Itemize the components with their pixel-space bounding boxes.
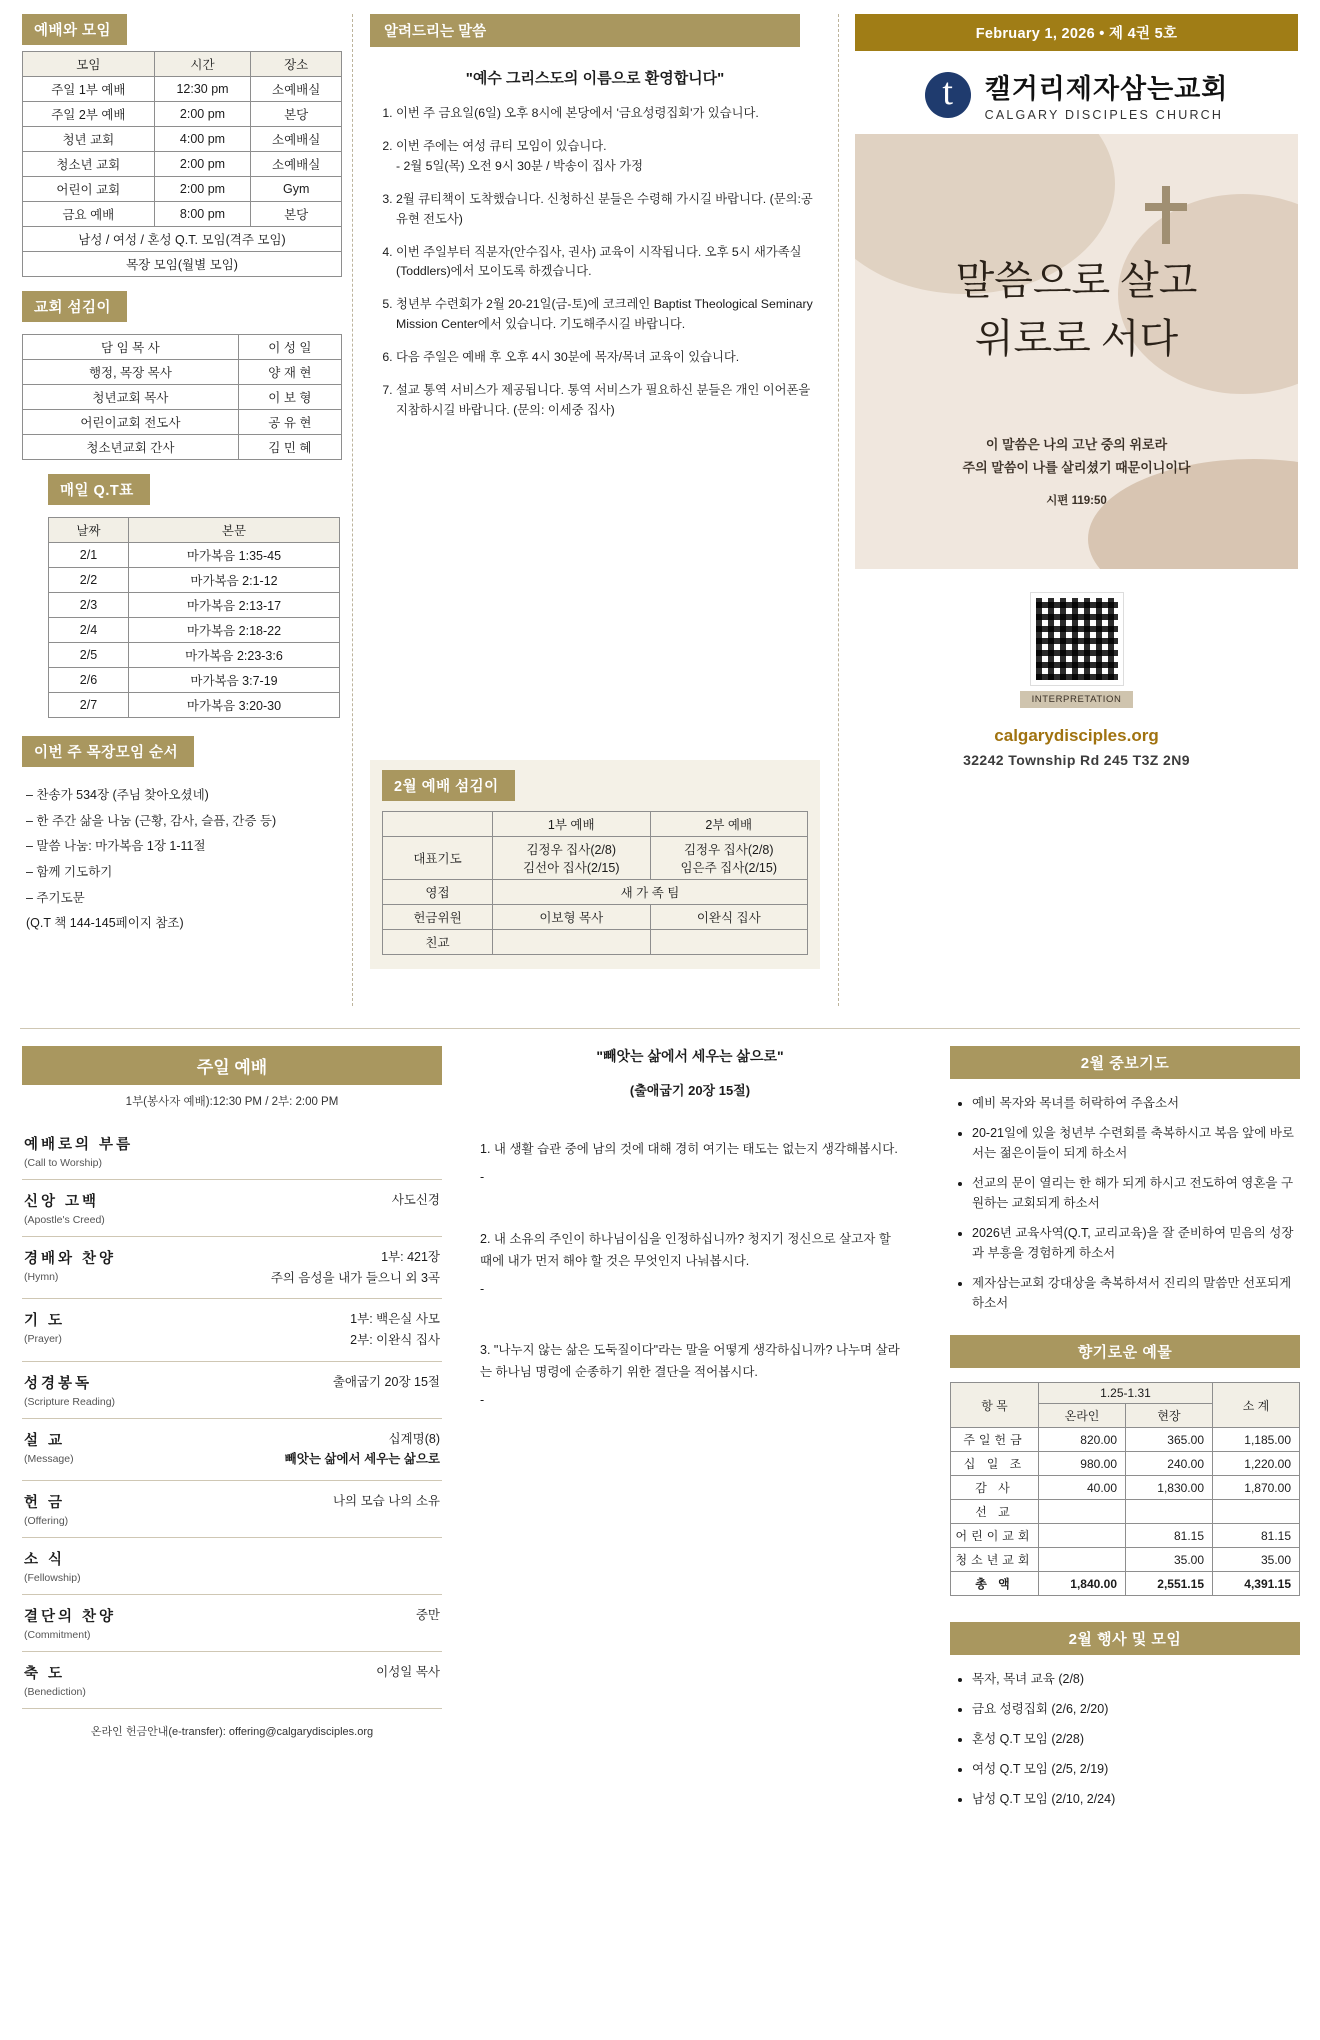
table-cell: 청소년 교회 [23,152,155,177]
church-logo-row [855,67,1298,122]
service-order-ko: 축 도 [24,1665,66,1682]
table-row [23,252,342,277]
service-order-ko: 예배로의 부름 [24,1137,134,1153]
offering-amount: 35.00 [1126,1548,1213,1572]
cover-verse-sub1: 이 말씀은 나의 고난 중의 위로라 [985,437,1168,452]
offering-amount: 240.00 [1126,1452,1213,1476]
table-cell: 마가복음 2:18-22 [129,618,340,643]
cell-order-heading: 이번 주 목장모임 순서 [22,736,194,767]
offering-amount: 1,870.00 [1213,1476,1300,1500]
list-item: • 예비 목자와 목녀를 허락하여 주옵소서 [972,1093,1300,1113]
cross-icon [1162,186,1170,244]
table-row [23,102,342,127]
sermon-answer-line: - [480,1393,485,1408]
cover-verse-sub [855,434,1298,480]
service-order-value: 사도신경 [391,1193,440,1207]
table-cell: 마가복음 2:23-3:6 [129,643,340,668]
table-header: 소 계 [1213,1383,1300,1428]
table-row [23,77,342,102]
service-order-row [22,1481,442,1538]
table-cell: 새 가 족 팀 [493,880,808,905]
table-cell: 2/3 [49,593,129,618]
table-header: 2부 예배 [650,812,808,837]
service-order-value: 출애굽기 20장 15절 [332,1374,440,1389]
service-order-label [24,1133,133,1169]
table-cell: 청소년교회 간사 [23,435,239,460]
table-cell: 12:30 pm [154,77,251,102]
sunday-service-column [22,1046,442,1739]
table-cell: 2:00 pm [154,102,251,127]
offering-amount [1039,1500,1126,1524]
table-cell: 소예배실 [251,127,342,152]
feb-servants-block [370,760,820,969]
offering-amount: 980.00 [1039,1452,1126,1476]
service-order-en: (Benediction) [24,1685,86,1698]
service-order-en: (Apostle's Creed) [24,1214,105,1226]
table-cell: 대표기도 [383,837,493,880]
list-item: • 2026년 교육사역(Q.T, 교리교육)을 잘 준비하여 믿음의 성장과 부흥을 경험하게 하소서 [972,1223,1300,1263]
table-header [383,812,493,837]
feb-servants-table [382,811,808,955]
service-order-row [22,1362,442,1419]
table-row [951,1548,1300,1572]
list-item: – 찬송가 534장 (주님 찾아오셨네) [26,788,209,802]
table-row [383,905,808,930]
sunday-service-heading: 주일 예배 [22,1046,442,1085]
list-item: (Q.T 책 144-145페이지 참조) [26,916,184,931]
table-row [23,202,342,227]
table-row [23,227,342,252]
cover-verse-line1: 말씀으로 살고 [955,258,1198,303]
column-divider-1 [352,14,353,1006]
table-cell: 주일 1부 예배 [23,77,155,102]
service-order-value: 십계명(8) 빼앗는 삶에서 세우는 삶으로 [284,1431,440,1467]
service-order-ko: 결단의 찬양 [24,1608,117,1625]
service-order-label [24,1190,105,1226]
feb-servants-heading: 2월 예배 섬김이 [382,770,515,801]
offering-amount: 1,220.00 [1213,1452,1300,1476]
table-cell: 영접 [383,880,493,905]
table-cell: Gym [251,177,342,202]
list-item: 2. 이번 주에는 여성 큐티 모임이 있습니다. - 2월 5일(목) 오전 9시 30분 / 박송이 집사 가정 [396,137,820,177]
table-cell: 마가복음 2:13-17 [129,593,340,618]
daily-qt-table [48,517,340,718]
service-times: 1부(봉사자 예배):12:30 PM / 2부: 2:00 PM [125,1096,339,1108]
service-order-label [24,1372,115,1408]
service-order-row [22,1237,442,1299]
offering-category: 십 일 조 [951,1452,1039,1476]
sermon-title: "빼앗는 삶에서 세우는 삶으로" [596,1048,784,1064]
table-cell [650,930,808,955]
service-order-value: 1부: 421장 주의 음성을 내가 들으니 외 3곡 [270,1250,440,1285]
table-row [23,177,342,202]
announcements-column [370,14,820,434]
cell-order-list [22,783,342,937]
service-order-en: (Scripture Reading) [24,1395,116,1408]
service-order-label [24,1605,116,1641]
offering-total-amount: 4,391.15 [1213,1572,1300,1596]
list-item: 4. 이번 주일부터 직분자(안수집사, 권사) 교육이 시작됩니다. 오후 5시 새가족실(Toddlers)에서 모이도록 하겠습니다. [396,243,820,283]
service-order-row [22,1180,442,1237]
service-order-en: (Message) [24,1452,74,1465]
service-order-label [24,1247,116,1283]
list-item: 7. 설교 통역 서비스가 제공됩니다. 통역 서비스가 필요하신 분들은 개인 이어폰을 지참하시길 바랍니다. (문의: 이세중 집사) [396,381,820,421]
offering-amount: 81.15 [1126,1524,1213,1548]
service-order-en: (Fellowship) [24,1571,81,1584]
service-order-value: 나의 모습 나의 소유 [332,1493,440,1508]
table-row [23,335,342,360]
table-header: 장소 [251,52,342,77]
table-cell: 행정, 목장 목사 [23,360,239,385]
qr-section [855,593,1298,708]
sermon-question: 2. 내 소유의 주인이 하나님이심을 인정하십니까? 청지기 정신으로 살고자 할 때에 내가 먼저 해야 할 것은 무엇인지 나눠봅시다. - [480,1229,900,1301]
table-row [23,360,342,385]
table-cell: 2/1 [49,543,129,568]
offering-category: 선 교 [951,1500,1039,1524]
offering-amount: 1,830.00 [1126,1476,1213,1500]
list-item: • 금요 성령집회 (2/6, 2/20) [972,1699,1300,1719]
table-row [23,410,342,435]
table-cell: 2:00 pm [154,152,251,177]
service-order-value: 이성일 목사 [376,1664,440,1679]
cover-art [855,134,1298,569]
table-row [951,1383,1300,1404]
table-cell: 김 민 혜 [238,435,341,460]
offering-amount: 40.00 [1039,1476,1126,1500]
table-cell: 8:00 pm [154,202,251,227]
offering-amount: 820.00 [1039,1428,1126,1452]
events-heading: 2월 행사 및 모임 [950,1622,1300,1655]
table-cell [493,930,651,955]
list-item: – 함께 기도하기 [26,864,113,879]
table-row [951,1452,1300,1476]
table-row [49,668,340,693]
sermon-question: 3. "나누지 않는 삶은 도둑질이다"라는 말을 어떻게 생각하십니까? 나누며 살라는 하나님 명령에 순종하기 위한 결단을 적어봅시다. - [480,1340,900,1412]
table-cell: 이 보 형 [238,385,341,410]
table-cell: 2:00 pm [154,177,251,202]
service-order-en: (Prayer) [24,1333,62,1346]
table-cell: 소예배실 [251,152,342,177]
table-cell: 어린이 교회 [23,177,155,202]
list-item: • 여성 Q.T 모임 (2/5, 2/19) [972,1759,1300,1779]
list-item: 5. 청년부 수련회가 2월 20-21일(금-토)에 코크레인 Baptist Theological Seminary Mission Center에서 있습니다. 기도해주시길 바랍니다. [396,295,820,335]
cover-verse-sub2: 주의 말씀이 나를 살리셨기 때문이니이다 [962,459,1191,475]
sermon-reference: (출애굽기 20장 15절) [629,1083,751,1098]
sermon-answer-line: - [480,1169,485,1184]
service-order-ko: 헌 금 [24,1494,66,1511]
offering-amount: 81.15 [1213,1524,1300,1548]
table-note: 목장 모임(월별 모임) [23,252,342,277]
offering-total-amount: 1,840.00 [1039,1572,1126,1596]
table-cell: 마가복음 1:35-45 [129,543,340,568]
list-item-sub: - 2월 5일(목) 오전 9시 30분 / 박송이 집사 가정 [396,158,643,173]
table-row [49,543,340,568]
sermon-title-inline: 빼앗는 삶에서 세우는 삶으로 [284,1452,440,1467]
table-row [383,930,808,955]
table-row [23,152,342,177]
table-cell: 헌금위원 [383,905,493,930]
table-cell: 어린이교회 전도사 [23,410,239,435]
cover-verse-line2: 위로로 서다 [974,316,1179,361]
list-item: 3. 2월 큐티책이 도착했습니다. 신청하신 분들은 수령해 가시길 바랍니다. (문의:공유현 전도사) [396,190,820,230]
table-row [383,837,808,880]
table-cell: 김정우 집사(2/8) 임은주 집사(2/15) [650,837,808,880]
church-address: 32242 Township Rd 245 T3Z 2N9 [963,752,1190,768]
sermon-questions [480,1139,900,1412]
table-cell: 마가복음 3:7-19 [129,668,340,693]
table-cell: 소예배실 [251,77,342,102]
list-item: • 남성 Q.T 모임 (2/10, 2/24) [972,1789,1300,1809]
announcement-list [370,104,820,421]
service-order-value: 1부: 백은실 사모 2부: 이완식 집사 [350,1312,440,1347]
table-row [951,1524,1300,1548]
offering-amount: 365.00 [1126,1428,1213,1452]
offering-table [950,1382,1300,1596]
daily-qt-heading: 매일 Q.T표 [48,474,150,505]
right-column [950,1046,1300,1819]
offering-heading: 향기로운 예물 [950,1335,1300,1368]
offering-category: 주일헌금 [951,1428,1039,1452]
table-cell: 공 유 현 [238,410,341,435]
table-row [383,880,808,905]
sermon-question: 1. 내 생활 습관 중에 남의 것에 대해 경히 여기는 태도는 없는지 생각해봅시다. - [480,1139,900,1189]
table-header: 본문 [129,518,340,543]
table-row [49,643,340,668]
service-order-row [22,1595,442,1652]
announcements-heading: 알려드리는 말씀 [370,14,800,47]
horizontal-divider [20,1028,1300,1029]
table-cell: 마가복음 3:20-30 [129,693,340,718]
list-item: 1. 이번 주 금요일(6일) 오후 8시에 본당에서 '금요성령집회'가 있습니다. [396,104,820,124]
service-order-row [22,1123,442,1180]
service-order-en: (Offering) [24,1514,69,1527]
offering-amount [1039,1548,1126,1572]
service-order-ko: 성경봉독 [24,1375,93,1392]
qr-label: INTERPRETATION [1020,691,1134,708]
list-item: – 한 주간 삶을 나눔 (근황, 감사, 슬픔, 간증 등) [26,813,277,828]
service-order-ko: 소 식 [24,1551,66,1568]
table-cell: 2/6 [49,668,129,693]
staff-heading: 교회 섬김이 [22,291,127,322]
table-header: 1부 예배 [493,812,651,837]
table-cell: 금요 예배 [23,202,155,227]
worship-meetings-table [22,51,342,277]
table-header-period: 1.25-1.31 [1039,1383,1213,1404]
offering-category: 감 사 [951,1476,1039,1500]
table-cell: 이보형 목사 [493,905,651,930]
offering-amount: 35.00 [1213,1548,1300,1572]
service-order-en: (Commitment) [24,1628,91,1641]
service-order-row [22,1652,442,1709]
service-order-ko: 신앙 고백 [24,1194,100,1210]
service-order-row [22,1299,442,1361]
offering-amount [1126,1500,1213,1524]
list-item: • 선교의 문이 열리는 한 해가 되게 하시고 전도하여 영혼을 구원하는 교회되게 하소서 [972,1173,1300,1213]
service-order-row [22,1419,442,1481]
staff-table [22,334,342,460]
table-row [23,385,342,410]
table-note: 남성 / 여성 / 혼성 Q.T. 모임(격주 모임) [23,227,342,252]
table-row [49,568,340,593]
service-order-list [22,1123,442,1709]
service-order-label [24,1429,74,1465]
offering-amount [1039,1524,1126,1548]
list-item: • 목자, 목녀 교육 (2/8) [972,1669,1300,1689]
table-header: 현장 [1126,1404,1213,1428]
service-order-label [24,1309,65,1345]
table-row [23,127,342,152]
table-row-total [951,1572,1300,1596]
church-name-english: CALGARY DISCIPLES CHURCH [984,108,1224,122]
service-order-value: 중만 [415,1607,440,1622]
list-item: 6. 다음 주일은 예배 후 오후 4시 30분에 목자/목녀 교육이 있습니다. [396,348,820,368]
table-header: 항 목 [951,1383,1039,1428]
table-cell: 마가복음 2:1-12 [129,568,340,593]
cover-column [855,14,1298,768]
cover-verse [855,252,1298,368]
table-cell: 2/7 [49,693,129,718]
service-order-ko: 설 교 [24,1432,66,1449]
table-cell: 이완식 집사 [650,905,808,930]
events-list [950,1669,1300,1809]
table-header: 온라인 [1039,1404,1126,1428]
table-header: 날짜 [49,518,129,543]
service-order-en: (Call to Worship) [24,1157,102,1169]
table-cell: 담 임 목 사 [23,335,239,360]
table-row [951,1428,1300,1452]
table-row [49,593,340,618]
church-logo-icon [925,72,971,118]
qr-code-icon[interactable] [1031,593,1123,685]
table-row [23,435,342,460]
list-item: – 주기도문 [26,890,85,905]
table-cell: 본당 [251,202,342,227]
table-cell: 양 재 현 [238,360,341,385]
list-item: – 말씀 나눔: 마가복음 1장 1-11절 [26,839,206,854]
service-order-label [24,1491,68,1527]
service-order-en: (Hymn) [24,1271,59,1283]
offering-category: 어린이교회 [951,1524,1039,1548]
list-item: • 20-21일에 있을 청년부 수련회를 축복하시고 복음 앞에 바로 서는 젊은이들이 되게 하소서 [972,1123,1300,1163]
table-cell: 2/4 [49,618,129,643]
table-cell: 이 성 일 [238,335,341,360]
table-cell: 친교 [383,930,493,955]
list-item: • 혼성 Q.T 모임 (2/28) [972,1729,1300,1749]
issue-date: February 1, 2026 • 제 4권 5호 [855,14,1298,51]
offering-amount: 1,185.00 [1213,1428,1300,1452]
offering-total-amount: 2,551.15 [1126,1572,1213,1596]
table-row [49,618,340,643]
welcome-text: "예수 그리스도의 이름으로 환영합니다" [465,70,725,87]
table-cell: 김정우 집사(2/8) 김선아 집사(2/15) [493,837,651,880]
table-cell: 2/5 [49,643,129,668]
service-order-ko: 경배와 찬양 [24,1251,117,1267]
table-cell: 청년 교회 [23,127,155,152]
table-header: 모임 [23,52,155,77]
table-row [951,1500,1300,1524]
intercession-list [950,1093,1300,1313]
left-column [22,14,342,937]
list-item: • 제자삼는교회 강대상을 축복하셔서 진리의 말씀만 선포되게 하소서 [972,1273,1300,1313]
service-order-ko: 기 도 [24,1313,66,1330]
sermon-column [480,1046,900,1412]
church-name-korean: 캘거리제자삼는교회 [984,74,1229,104]
offering-total-label: 총 액 [951,1572,1039,1596]
table-cell: 본당 [251,102,342,127]
cover-verse-reference: 시편 119:50 [1046,495,1107,507]
table-cell: 청년교회 목사 [23,385,239,410]
table-cell: 4:00 pm [154,127,251,152]
service-order-row [22,1538,442,1595]
table-cell: 주일 2부 예배 [23,102,155,127]
offering-etransfer-note: 온라인 헌금안내(e-transfer): offering@calgarydisciples.org [90,1725,374,1738]
offering-category: 청소년교회 [951,1548,1039,1572]
website-link[interactable]: calgarydisciples.org [994,726,1159,745]
worship-meetings-heading: 예배와 모임 [22,14,127,45]
table-header: 시간 [154,52,251,77]
service-order-label [24,1662,86,1698]
intercession-heading: 2월 중보기도 [950,1046,1300,1079]
table-cell: 2/2 [49,568,129,593]
column-divider-2 [838,14,839,1006]
table-row [49,693,340,718]
service-order-label [24,1548,81,1584]
offering-amount [1213,1500,1300,1524]
table-row [951,1476,1300,1500]
sermon-answer-line: - [480,1281,485,1296]
